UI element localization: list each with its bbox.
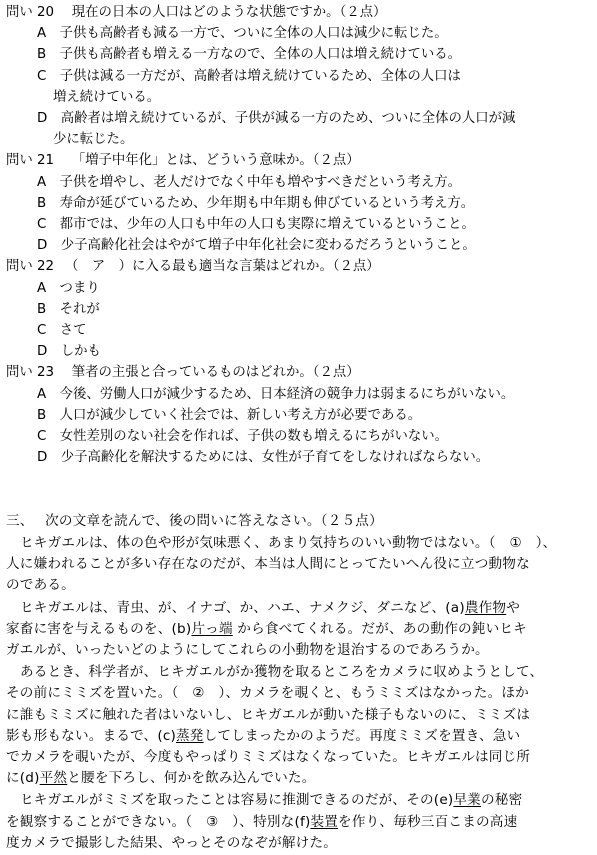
q22-option-b: B それが <box>37 301 100 317</box>
question-20-stem: 問い 20 現在の日本の人口はどのような状態ですか。（２点） <box>6 4 387 20</box>
q23-option-c: C 女性差別のない社会を作れば、子供の数も増えるにちがいない。 <box>37 429 449 444</box>
q21-option-b: B 寿命が延びているため、少年期も中年期も伸びているという考え方。 <box>37 195 475 211</box>
passage-line: ヒキガエルは、青虫、が、イナゴ、か、ハエ、ナメクジ、ダニなど、(a)農作物や <box>20 599 521 616</box>
q22-option-d: D しかも <box>37 344 101 360</box>
q20-option-c: C 子供は減る一方だが、高齢者は増え続けているため、全体の人口は <box>37 68 461 84</box>
q21-option-a: A 子供を増やし、老人だけでなく中年も増やすべきだという考え方。 <box>37 174 461 190</box>
passage-line: 人に嫌われることが多い存在なのだが、本当は人間にとってたいへん役に立つ動物な <box>6 556 530 573</box>
underlined-word-e: 早業 <box>453 792 481 809</box>
underlined-word-d: 平然 <box>39 770 68 787</box>
underlined-word-c: 蒸発 <box>176 727 204 744</box>
underlined-word-b: 片っ端 <box>191 620 233 637</box>
passage-line: 度カメラで撮影した結果、やっとそのなぞが解けた。 <box>6 834 338 851</box>
q23-option-a: A 今後、労働人口が減少するため、日本経済の競争力は弱まるにちがいない。 <box>37 386 515 402</box>
passage-line: でカメラを覗いたが、今度もやっぱりミミズはなくなっていた。ヒキガエルは同じ所 <box>6 749 531 765</box>
section-3-heading: 三、 次の文章を読んで、後の問いに答えなさい。（２５点） <box>6 512 383 529</box>
q21-option-d: D 少子高齢化社会はやがて増子中年化社会に変わるだろうということ。 <box>37 238 476 254</box>
q22-option-a: A つまり <box>37 280 100 296</box>
q20-option-b: B 子供も高齢者も増える一方なので、全体の人口は増え続けている。 <box>37 47 462 63</box>
q20-option-c-cont: 増え続けている。 <box>53 89 161 105</box>
question-22-stem: 問い 22 （ ア ）に入る最も適当な言葉はどれか。（２点） <box>6 259 380 275</box>
q23-option-b: B 人口が減少していく社会では、新しい考え方が必要である。 <box>37 407 422 423</box>
passage-line: ヒキガエルがミミズを取ったことは容易に推測できるのだが、その(e)早業の秘密 <box>20 792 523 809</box>
q23-option-d: D 少子高齢化を解決するためには、女性が子育てをしなければならない。 <box>37 450 490 466</box>
question-23-stem: 問い 23 筆者の主張と合っているものはどれか。（２点） <box>6 365 360 381</box>
q21-option-c: C 都市では、少年の人口も中年の人口も実際に増えているということ。 <box>37 217 475 232</box>
passage-line: を観察することができない。（ ③ ）、特別な(f)装置を作り、毎秒三百こまの高速 <box>6 813 518 830</box>
q20-option-d-cont: 少に転じた。 <box>53 132 134 148</box>
q20-option-a: A 子供も高齢者も減る一方で、ついに全体の人口は減少に転じた。 <box>37 26 448 42</box>
passage-line: 影も形もない。まるで、(c)蒸発してしまったかのようだ。再度ミミズを置き、急い <box>6 727 521 744</box>
passage-line: 家畜に害を与えるものを、(b)片っ端 から食べてくれる。だが、あの動作の鈍いヒキ <box>6 620 527 637</box>
passage-line: その前にミミズを置いた。（ ② ）、カメラを覗くと、もうミミズはなかった。ほか <box>6 685 529 702</box>
passage-line: ガエルが、いったいどのようにしてこれらの小動物を退治するのであろうか。 <box>6 642 489 658</box>
underlined-word-a: 農作物 <box>464 599 507 616</box>
passage-line: に誰もミミズに触れた者はいないし、ヒキガエルが動いた様子もないのに、ミミズは <box>6 706 531 723</box>
passage-line: のである。 <box>6 577 75 594</box>
underlined-word-f: 装置 <box>310 813 339 830</box>
question-21-stem: 問い 21 「増子中年化」とは、どういう意味か。（２点） <box>6 153 360 169</box>
passage-line: に(d)平然と腰を下ろし、何かを飲み込んでいた。 <box>6 770 316 787</box>
q22-option-c: C さて <box>37 323 87 338</box>
passage-line: あるとき、科学者が、ヒキガエルがか獲物を取るところをカメラに収めようとして、 <box>20 664 544 681</box>
q20-option-d: D 高齢者は増え続けているが、子供が減る一方のため、ついに全体の人口が減 <box>37 111 516 126</box>
passage-line: ヒキガエルは、体の色や形が気味悪く、あまり気持ちのいい動物ではない。（ ① ）、 <box>20 535 557 551</box>
